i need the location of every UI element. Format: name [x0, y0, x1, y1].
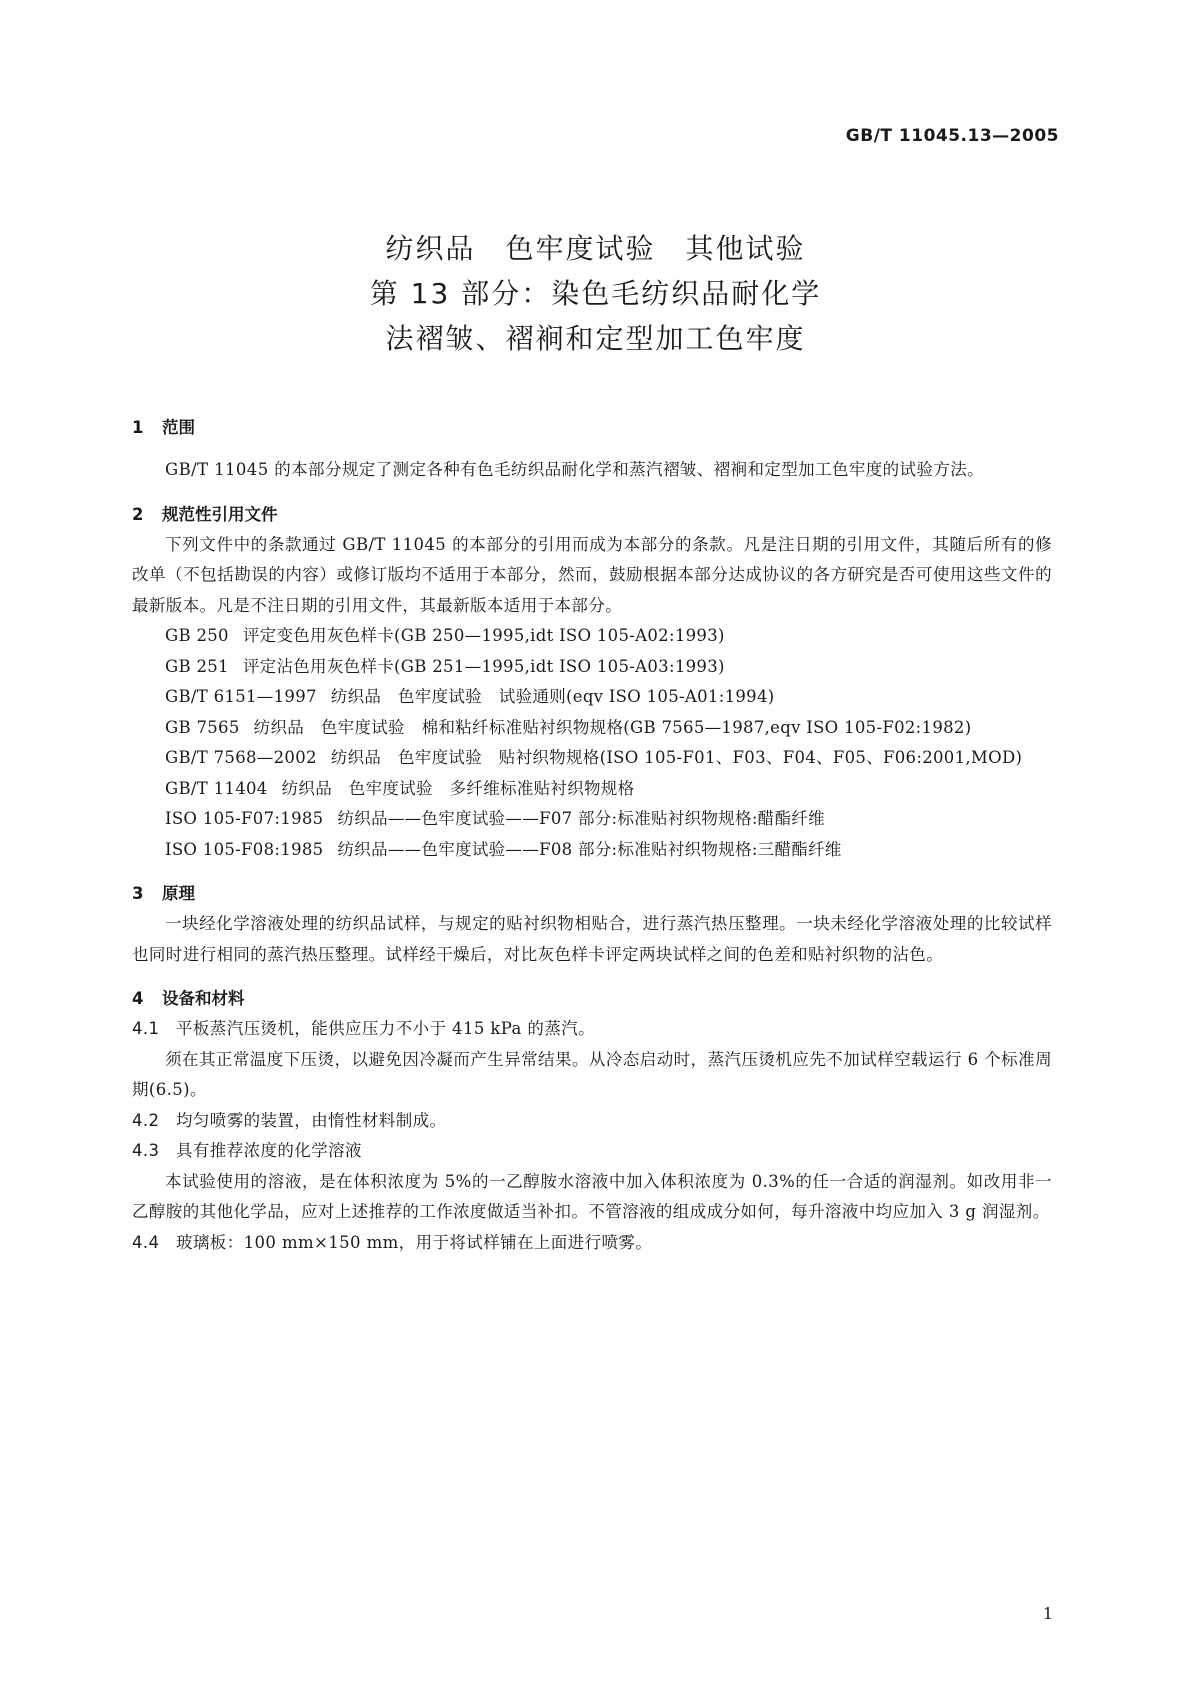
reference-code: GB 251 — [165, 656, 229, 676]
clause-4-2 — [132, 1106, 1052, 1137]
clause-4-1-paragraph: 须在其正常温度下压烫，以避免因冷凝而产生异常结果。从冷态启动时，蒸汽压烫机应先不加试样空载运行 6 个标准周期(6.5)。 — [132, 1049, 1052, 1099]
section-4-heading — [132, 984, 1052, 1014]
clause-number: 4.1 — [132, 1019, 160, 1038]
section-3-paragraph: 一块经化学溶液处理的纺织品试样，与规定的贴衬织物相贴合，进行蒸汽热压整理。一块未经化学溶液处理的比较试样也同时进行相同的蒸汽热压整理。试样经干燥后，对比灰色样卡评定两块试样之间的色差和贴衬织物的沾色。 — [132, 914, 1052, 964]
reference-code: GB/T 7568—2002 — [165, 748, 317, 767]
section-number: 3 — [132, 884, 144, 903]
section-number: 4 — [132, 989, 144, 1008]
clause-number: 4.3 — [132, 1141, 160, 1160]
reference-title: 纺织品——色牢度试验——F07 部分:标准贴衬织物规格:醋酯纤维 — [337, 809, 825, 828]
clause-4-3-paragraph: 本试验使用的溶液，是在体积浓度为 5%的一乙醇胺水溶液中加入体积浓度为 0.3%的任一合适的润湿剂。如改用非一乙醇胺的其他化学品，应对上述推荐的工作浓度做适当补扣。不管溶液的组成成分如何，每升溶液中均应加入 3 g 润湿剂。 — [132, 1171, 1052, 1221]
reference-title: 评定变色用灰色样卡(GB 250—1995,idt ISO 105-A02:1993) — [242, 626, 725, 645]
reference-title: 纺织品 色牢度试验 贴衬织物规格(ISO 105-F01、F03、F04、F05、F06:2001,MOD) — [330, 748, 1023, 767]
clause-text: 玻璃板：100 mm×150 mm，用于将试样铺在上面进行喷雾。 — [176, 1232, 653, 1252]
reference-code: ISO 105-F07:1985 — [165, 809, 324, 828]
section-number: 1 — [132, 418, 144, 437]
clause-number: 4.4 — [132, 1232, 160, 1252]
clause-text: 平板蒸汽压烫机，能供应压力不小于 415 kPa 的蒸汽。 — [176, 1019, 596, 1038]
clause-number: 4.2 — [132, 1110, 160, 1130]
section-3-heading — [132, 879, 1052, 909]
reference-item — [132, 682, 1052, 713]
reference-code: ISO 105-F08:1985 — [165, 839, 324, 859]
reference-item — [132, 621, 1052, 652]
reference-title: 纺织品 色牢度试验 多纤维标准贴衬织物规格 — [281, 778, 635, 798]
clause-4-4 — [132, 1228, 1052, 1259]
reference-title: 纺织品 色牢度试验 试验通则(eqv ISO 105-A01:1994) — [330, 687, 775, 706]
section-1-heading — [132, 413, 1052, 443]
reference-item — [132, 774, 1052, 805]
reference-title: 评定沾色用灰色样卡(GB 251—1995,idt ISO 105-A03:1993) — [242, 656, 725, 676]
section-number: 2 — [132, 504, 144, 524]
title-line-1: 纺织品 色牢度试验 其他试验 — [385, 232, 806, 265]
section-2-heading — [132, 500, 1052, 530]
reference-code: GB/T 6151—1997 — [165, 687, 317, 706]
section-1-paragraph: GB/T 11045 的本部分规定了测定各种有色毛纺织品耐化学和蒸汽褶皱、褶裥和定型加工色牢度的试验方法。 — [165, 460, 985, 479]
section-title: 原理 — [162, 884, 195, 903]
clause-text: 均匀喷雾的装置，由惰性材料制成。 — [176, 1110, 447, 1130]
reference-title: 纺织品 色牢度试验 棉和粘纤标准贴衬织物规格(GB 7565—1987,eqv ISO 105-F02:1982) — [253, 717, 972, 737]
title-line-2: 第 13 部分：染色毛纺织品耐化学 — [369, 277, 822, 310]
clause-text: 具有推荐浓度的化学溶液 — [176, 1141, 362, 1160]
section-title: 设备和材料 — [162, 989, 245, 1008]
section-2-paragraph: 下列文件中的条款通过 GB/T 11045 的本部分的引用而成为本部分的条款。凡是注日期的引用文件，其随后所有的修改单（不包括勘误的内容）或修订版均不适用于本部分，然而，鼓励根据本部分达成协议的各方研究是否可使用这些文件的最新版本。凡是不注日期的引用文件，其最新版本适用于本部分。 — [132, 534, 1052, 615]
document-body — [132, 413, 1052, 1258]
document-title — [0, 226, 1191, 361]
reference-title: 纺织品——色牢度试验——F08 部分:标准贴衬织物规格:三醋酯纤维 — [337, 839, 842, 859]
clause-4-1 — [132, 1014, 1052, 1045]
reference-code: GB 250 — [165, 626, 229, 645]
reference-code: GB 7565 — [165, 717, 240, 737]
title-line-3: 法褶皱、褶裥和定型加工色牢度 — [385, 322, 806, 355]
reference-item — [132, 713, 1052, 744]
reference-item — [132, 652, 1052, 683]
page-number: 1 — [1042, 1604, 1053, 1623]
section-title: 范围 — [162, 418, 195, 437]
reference-code: GB/T 11404 — [165, 778, 268, 798]
reference-item — [132, 804, 1052, 835]
clause-4-3 — [132, 1136, 1052, 1167]
standard-code: GB/T 11045.13—2005 — [845, 126, 1059, 146]
reference-item — [132, 835, 1052, 866]
reference-item — [132, 743, 1052, 774]
section-title: 规范性引用文件 — [162, 504, 278, 524]
